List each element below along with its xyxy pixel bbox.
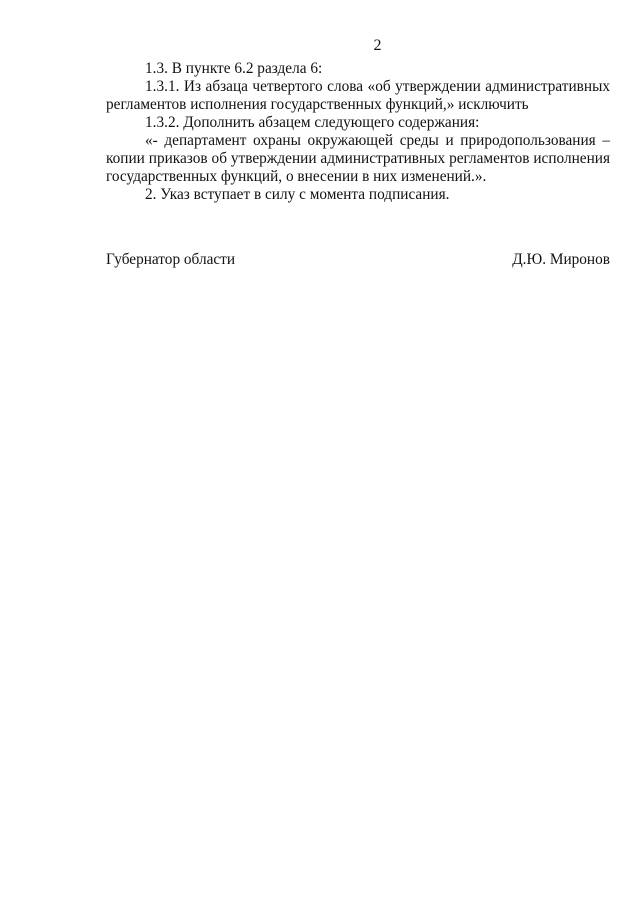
signatory-name: Д.Ю. Миронов — [512, 251, 610, 268]
paragraph-1-3: 1.3. В пункте 6.2 раздела 6: — [145, 60, 323, 77]
paragraph-1-3-1-line-2: регламентов исполнения государственных функций,» исключить — [106, 96, 529, 113]
paragraph-1-3-1-line-1: 1.3.1. Из абзаца четвертого слова «об утверждении административных — [145, 78, 610, 95]
inserted-text-line-1: «- департамент охраны окружающей среды и природопользования – — [145, 132, 610, 149]
page-number: 2 — [373, 37, 382, 54]
inserted-text-line-2: копии приказов об утверждении административных регламентов исполнения — [106, 150, 610, 167]
signatory-position: Губернатор области — [106, 251, 236, 268]
paragraph-1-3-2: 1.3.2. Дополнить абзацем следующего содержания: — [145, 114, 480, 131]
inserted-text-line-3: государственных функций, о внесении в них изменений.». — [106, 168, 487, 185]
paragraph-2: 2. Указ вступает в силу с момента подписания. — [145, 186, 450, 203]
